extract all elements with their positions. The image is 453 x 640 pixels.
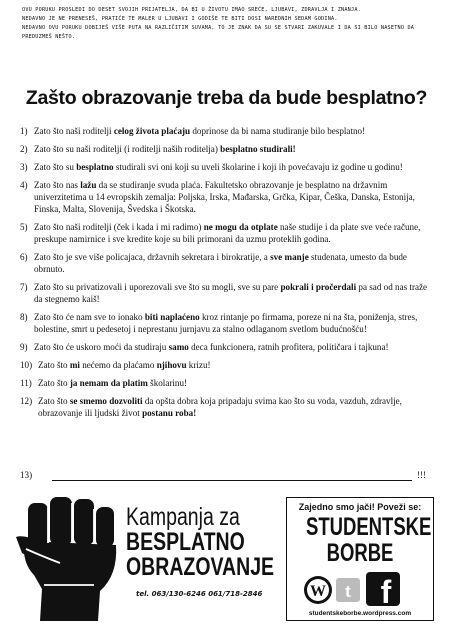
- reason-number: 12): [20, 396, 33, 406]
- reason-text: Zato što nas: [34, 180, 81, 190]
- reason-item: [20, 143, 430, 155]
- reason-text: nećemo da plaćamo: [79, 360, 157, 370]
- reason-item: [20, 179, 430, 215]
- svg-text:f: f: [380, 574, 392, 606]
- reason-emphasis: besplatno: [76, 162, 114, 172]
- reason-item: [20, 377, 430, 389]
- reason-text: deca funkcionera, ratnih profitera, političara i tajkuna!: [188, 342, 389, 352]
- reason-number: 8): [20, 312, 28, 322]
- reason-text: doprinose da bi nama studiranje bilo besplatno!: [190, 126, 366, 136]
- intro-line: NEDAVNO OVU PORUKU DOBIJEŠ VIŠE PUTA NA RAZLIČITIM SUVAMA, TO JE ZNAK DA SU SE STVARI ZAKUVALE I DA SI BILO NASETNO DA PREDUZMEŠ NEŠTO.: [22, 25, 415, 40]
- reason-item: [20, 221, 430, 245]
- campaign-phone: tel. 063/130-6246 061/718-2846: [136, 590, 263, 598]
- fill-in-line: [52, 480, 412, 481]
- reason-text: Zato što: [38, 396, 70, 406]
- reason-emphasis: besplatno studirali!: [220, 144, 296, 154]
- reason-number: 1): [20, 126, 28, 136]
- reason-emphasis: postanu roba!: [142, 408, 197, 418]
- reason-number: 2): [20, 144, 28, 154]
- reason-text: da opšta dobra koja pripadaju svima kao što su voda, vazduh, zdravlje, obrazovanje ili ljudski život: [38, 396, 402, 418]
- sb-brand-line-2: BORBE: [326, 539, 394, 567]
- reason-number: 6): [20, 252, 28, 262]
- reason-text: da se studiranje svuda plaća. Fakultetsko obrazovanje je besplatno na državnim univerzitetima u 14 evropskih zemalja: Poljska, Irska, Mađarska, Grčka, Kipar, Češka, Danska, Estonija, Finska, Malta, Slovenija, Švedska i Škotska.: [34, 180, 415, 214]
- reason-text: studenata, umesto da bude obrnuto.: [34, 252, 407, 274]
- reason-text: Zato što naši roditelji: [34, 126, 114, 136]
- reason-text: Zato što je sve više policajaca, državnih sekretara i birokratije, a: [34, 252, 271, 262]
- reason-text: pa sad od nas traže da stegnemo kaiš!: [34, 282, 428, 304]
- reason-emphasis: mi: [69, 360, 80, 370]
- sb-website: studentskeborbe.wordpress.com: [308, 610, 412, 617]
- reason-item: [20, 395, 430, 419]
- intro-line: OVU PORUKU PROSLEDI DO DESET SVOJIH PRIJATELJA, DA BI U ŽIVOTU IMAO SREĆE, LJUBAVI, ZDRAVLJA I ZNANJA.: [22, 7, 361, 13]
- reason-number: 7): [20, 282, 28, 292]
- campaign-line-3: OBRAZOVANJE: [126, 553, 275, 581]
- reason-emphasis: njihovu: [156, 360, 187, 370]
- page-title: Zašto obrazovanje treba da bude besplatno?: [25, 87, 428, 109]
- reason-number: 13): [20, 470, 33, 480]
- svg-text:t: t: [345, 582, 351, 601]
- reason-text: krizu!: [186, 360, 211, 370]
- reason-number: 11): [20, 378, 32, 388]
- reason-text: Zato što će uskoro moći da studiraju: [34, 342, 169, 352]
- reason-emphasis: pokrali i pročerdali: [280, 282, 357, 292]
- reason-text: kroz rintanje po firmama, poreze ni na šta, poniženja, stres, bolestine, smrt u pedesetoj i neprestanu jurnjavu za stalno odlaganom svetlom budućnošću!: [34, 312, 418, 334]
- reason-text: naše studije i da plate sve veće račune, preskupe namirnice i sve kredite koje su bili primorani da uzmu proteklih godina.: [34, 222, 421, 244]
- intro-line: NEDAVNO JE NE PRENESEŠ, PRATIĆE TE MALER U LJUBAVI I GODIŠE TE BITI DOSI NAREDNIH SEDAM GODINA.: [22, 16, 338, 22]
- reason-text: studirali svi oni koji su uveli školarine i koji ih povećavaju iz godine u godinu!: [113, 162, 403, 172]
- reason-text: Zato što: [38, 360, 70, 370]
- reason-emphasis: celog života plaćaju: [113, 126, 191, 136]
- facebook-icon: [366, 572, 400, 606]
- reason-text: Zato što su: [34, 162, 77, 172]
- reason-emphasis: se smemo dozvoliti: [69, 396, 143, 406]
- reason-number: 3): [20, 162, 28, 172]
- reason-item: [20, 341, 430, 353]
- reasons-list: [20, 125, 430, 425]
- reason-text: Zato što su naši roditelji (i roditelji naših roditelja): [34, 144, 221, 154]
- reason-item: [20, 161, 430, 173]
- reason-text: Zato što su privatizovali i uporezovali sve što su mogli, sve su pare: [34, 282, 281, 292]
- reason-item: [20, 359, 430, 371]
- reason-item: [20, 125, 430, 137]
- reason-text: Zato što naši roditelji (ček i kada i mi radimo): [34, 222, 204, 232]
- reason-emphasis: lažu: [80, 180, 97, 190]
- reason-emphasis: biti naplaćeno: [144, 312, 200, 322]
- intro-text: [22, 6, 432, 42]
- wordpress-icon: [304, 576, 332, 604]
- campaign-line-1: Kampanja za: [126, 503, 240, 531]
- reason-text: Zato što: [38, 378, 70, 388]
- studentske-borbe-box: [286, 497, 434, 621]
- reason-item: [20, 311, 430, 335]
- reason-emphasis: samo: [168, 342, 189, 352]
- reason-text: Zato što će nam sve to ionako: [34, 312, 145, 322]
- reason-emphasis: ja nemam da platim: [69, 378, 148, 388]
- raised-fist-logo: [14, 493, 126, 621]
- reason-text: školarinu!: [147, 378, 188, 388]
- twitter-icon: [336, 578, 360, 602]
- sb-brand-line-1: STUDENTSKE: [305, 513, 432, 541]
- campaign-line-2: BESPLATNO: [126, 528, 245, 556]
- sb-tagline: Zajedno smo jači! Poveži se:: [298, 502, 422, 512]
- reason-number: 9): [20, 342, 28, 352]
- svg-text:W: W: [310, 583, 326, 600]
- reason-emphasis: ne mogu da otplate: [203, 222, 278, 232]
- reason-number: 5): [20, 222, 28, 232]
- reason-emphasis: sve manje: [270, 252, 309, 262]
- reason-number: 4): [20, 180, 28, 190]
- reason-item: [20, 281, 430, 305]
- reason-number: 10): [20, 360, 33, 370]
- reason-end: !!!: [417, 470, 427, 480]
- reason-item: [20, 251, 430, 275]
- social-icons: [302, 572, 422, 606]
